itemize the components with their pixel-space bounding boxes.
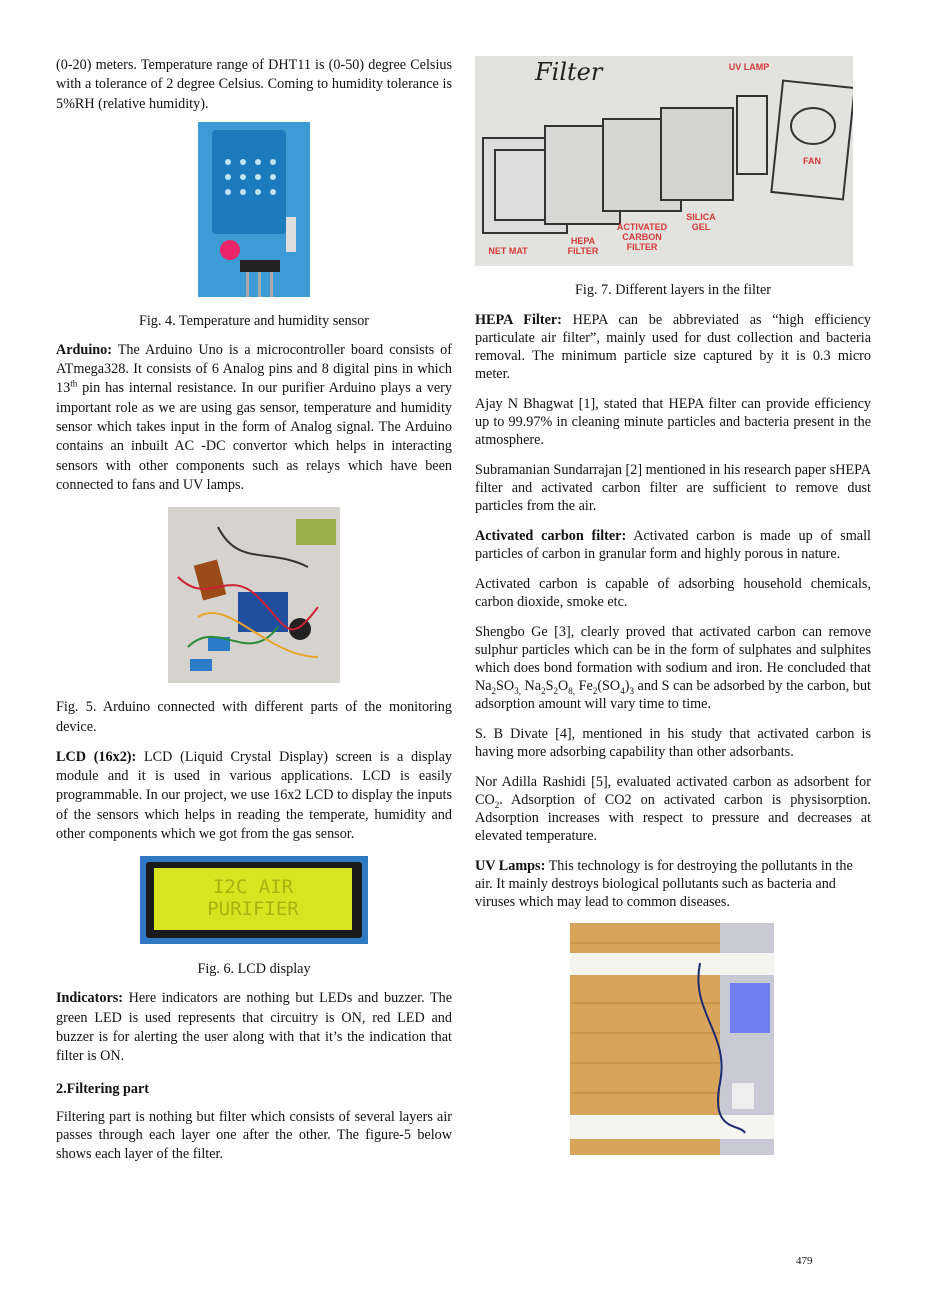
indicators-paragraph xyxy=(56,989,452,1066)
rashidi-paragraph xyxy=(475,773,871,845)
hepa-paragraph xyxy=(475,311,871,383)
arduino-text-cont: pin has internal resistance. In our purifier Arduino plays a very important role as we are using gas sensor, temperature and humidity sensor which takes input in the form of Analog signal. The Arduino contains an inbuilt AC -DC convertor which helps in interacting sensors with other components such as relays which have been connected to fans and UV lamps. xyxy=(56,380,452,493)
text: S xyxy=(545,678,554,694)
text: (SO xyxy=(597,678,621,694)
intro-paragraph: (0-20) meters. Temperature range of DHT11 is (0-50) degree Celsius with a tolerance of 2 degree Celsius. Coming to humidity tolerance is 5%RH (relative humidity). xyxy=(56,57,452,112)
arduino-paragraph xyxy=(56,341,452,495)
left-column xyxy=(56,56,452,1163)
lcd-line-2: PURIFIER xyxy=(207,898,299,921)
page-number: 479 xyxy=(796,1255,813,1267)
subscript: 2 xyxy=(592,685,598,696)
shengbo-paragraph xyxy=(475,623,871,713)
arduino-setup-image xyxy=(168,507,340,683)
subscript: 2 xyxy=(491,685,497,696)
fig7-caption: Fig. 7. Different layers in the filter xyxy=(575,282,771,298)
right-column xyxy=(475,56,871,1155)
uv-lamps-heading: UV Lamps: xyxy=(475,858,546,874)
subramanian-paragraph: Subramanian Sundarrajan [2] mentioned in his research paper sHEPA filter and activated carbon filter are sufficient to remove dust particles from the air. xyxy=(475,462,871,514)
text: O xyxy=(558,678,569,694)
uv-lamp-image xyxy=(570,923,774,1155)
fig6-caption: Fig. 6. LCD display xyxy=(197,961,311,978)
subscript: 8, xyxy=(568,685,575,696)
lcd-text: LCD (Liquid Crystal Display) screen is a display module and it is used in various applications. LCD is easily programmable. In our project, we use 16x2 LCD to display the inputs of the sensors which helps in reading the temperate, humidity and other components which we got from the gas sensor. xyxy=(56,748,452,843)
text: . Adsorption of CO2 on activated carbon is physisorption. Adsorption increases with respect to pressure and decreases at elevated temperature. xyxy=(475,792,871,844)
ajay-paragraph: Ajay N Bhagwat [1], stated that HEPA filter can provide efficiency up to 99.97% in cleaning minute particles and bacteria present in the atmosphere. xyxy=(475,396,871,448)
text: Fe xyxy=(575,678,593,694)
subscript: 4 xyxy=(620,685,625,696)
label-uv-lamp: UV LAMP xyxy=(728,62,770,72)
label-fan: FAN xyxy=(803,156,821,166)
arduino-heading: Arduino: xyxy=(56,341,112,358)
uv-lamp-drawing xyxy=(570,923,774,1155)
drawing-title: Filter xyxy=(535,58,603,86)
subscript: 3, xyxy=(514,685,521,696)
divate-paragraph: S. B Divate [4], mentioned in his study that activated carbon is having more adsorbing capability than other adsorbants. xyxy=(475,726,871,760)
text: Shengbo Ge [3], clearly proved that activated carbon can remove sulphur particles which can be in the form of sulphates and sulphites which does bond formation with sodium and iron. He concluded that Na xyxy=(475,624,871,694)
text: ) xyxy=(624,678,630,694)
uv-lamps-text: This technology is for destroying the pollutants in the air. It mainly destroys biological pollutants such as bacteria and viruses which may lead to common diseases. xyxy=(475,858,853,910)
indicators-heading: Indicators: xyxy=(56,990,123,1007)
label-carbon: ACTIVATED CARBON FILTER xyxy=(616,222,668,252)
lcd-paragraph xyxy=(56,748,452,844)
activated-carbon-heading: Activated carbon filter: xyxy=(475,528,627,544)
lcd-display-image xyxy=(140,856,368,944)
section-heading: 2.Filtering part xyxy=(56,1080,149,1097)
lcd-screen xyxy=(154,868,352,930)
text: Na xyxy=(520,678,542,694)
filter-layers-image xyxy=(475,56,853,266)
subscript: 3 xyxy=(629,685,634,696)
subscript: 2 xyxy=(553,685,558,696)
arduino-text: The Arduino Uno is a microcontroller board consists of ATmega328. It consists of 6 Analog pins and 8 digital pins in which 13 xyxy=(56,341,452,397)
fig5-caption: Fig. 5. Arduino connected with different parts of the monitoring device. xyxy=(56,699,452,735)
subscript: 2 xyxy=(541,685,546,696)
superscript: th xyxy=(70,378,78,389)
dht11-sensor-drawing xyxy=(198,122,310,297)
activated-carbon-paragraph-2: Activated carbon is capable of adsorbing household chemicals, carbon dioxide, smoke etc. xyxy=(475,576,871,610)
label-silica: SILICA GEL xyxy=(686,212,716,232)
hepa-text: HEPA can be abbreviated as “high efficiency particulate air filter”, mainly used for dust collection and bacteria removal. The minimum particle size captured by it is 0.3 micro meter. xyxy=(475,312,871,382)
lcd-heading: LCD (16x2): xyxy=(56,748,137,765)
uv-lamps-paragraph xyxy=(475,857,871,911)
hepa-heading: HEPA Filter: xyxy=(475,312,562,328)
filtering-paragraph: Filtering part is nothing but filter which consists of several layers air passes through each layer one after the other. The figure-5 below shows each layer of the filter. xyxy=(56,1108,452,1162)
arduino-setup-drawing xyxy=(168,507,340,683)
text: SO xyxy=(496,678,515,694)
activated-carbon-paragraph xyxy=(475,527,871,563)
fig4-caption: Fig. 4. Temperature and humidity sensor xyxy=(138,312,370,329)
label-hepa: HEPA FILTER xyxy=(567,236,599,256)
label-net-mat: NET MAT xyxy=(488,246,528,256)
dht11-sensor-image xyxy=(198,122,310,297)
subscript: 2 xyxy=(494,799,500,810)
indicators-text: Here indicators are nothing but LEDs and buzzer. The green LED is used represents that circuitry is ON, red LED and buzzer is for alerting the user along with that it’s the indication that filter is ON. xyxy=(56,990,452,1065)
lcd-line-1: I2C AIR xyxy=(212,876,294,899)
text: Nor Adilla Rashidi [5], evaluated activated carbon as adsorbent for CO xyxy=(475,774,871,808)
text: and S can be adsorbed by the carbon, but adsorption amount will vary time to time. xyxy=(475,678,871,712)
activated-carbon-text: Activated carbon is made up of small particles of carbon in granular form and highly porous in nature. xyxy=(475,528,871,562)
